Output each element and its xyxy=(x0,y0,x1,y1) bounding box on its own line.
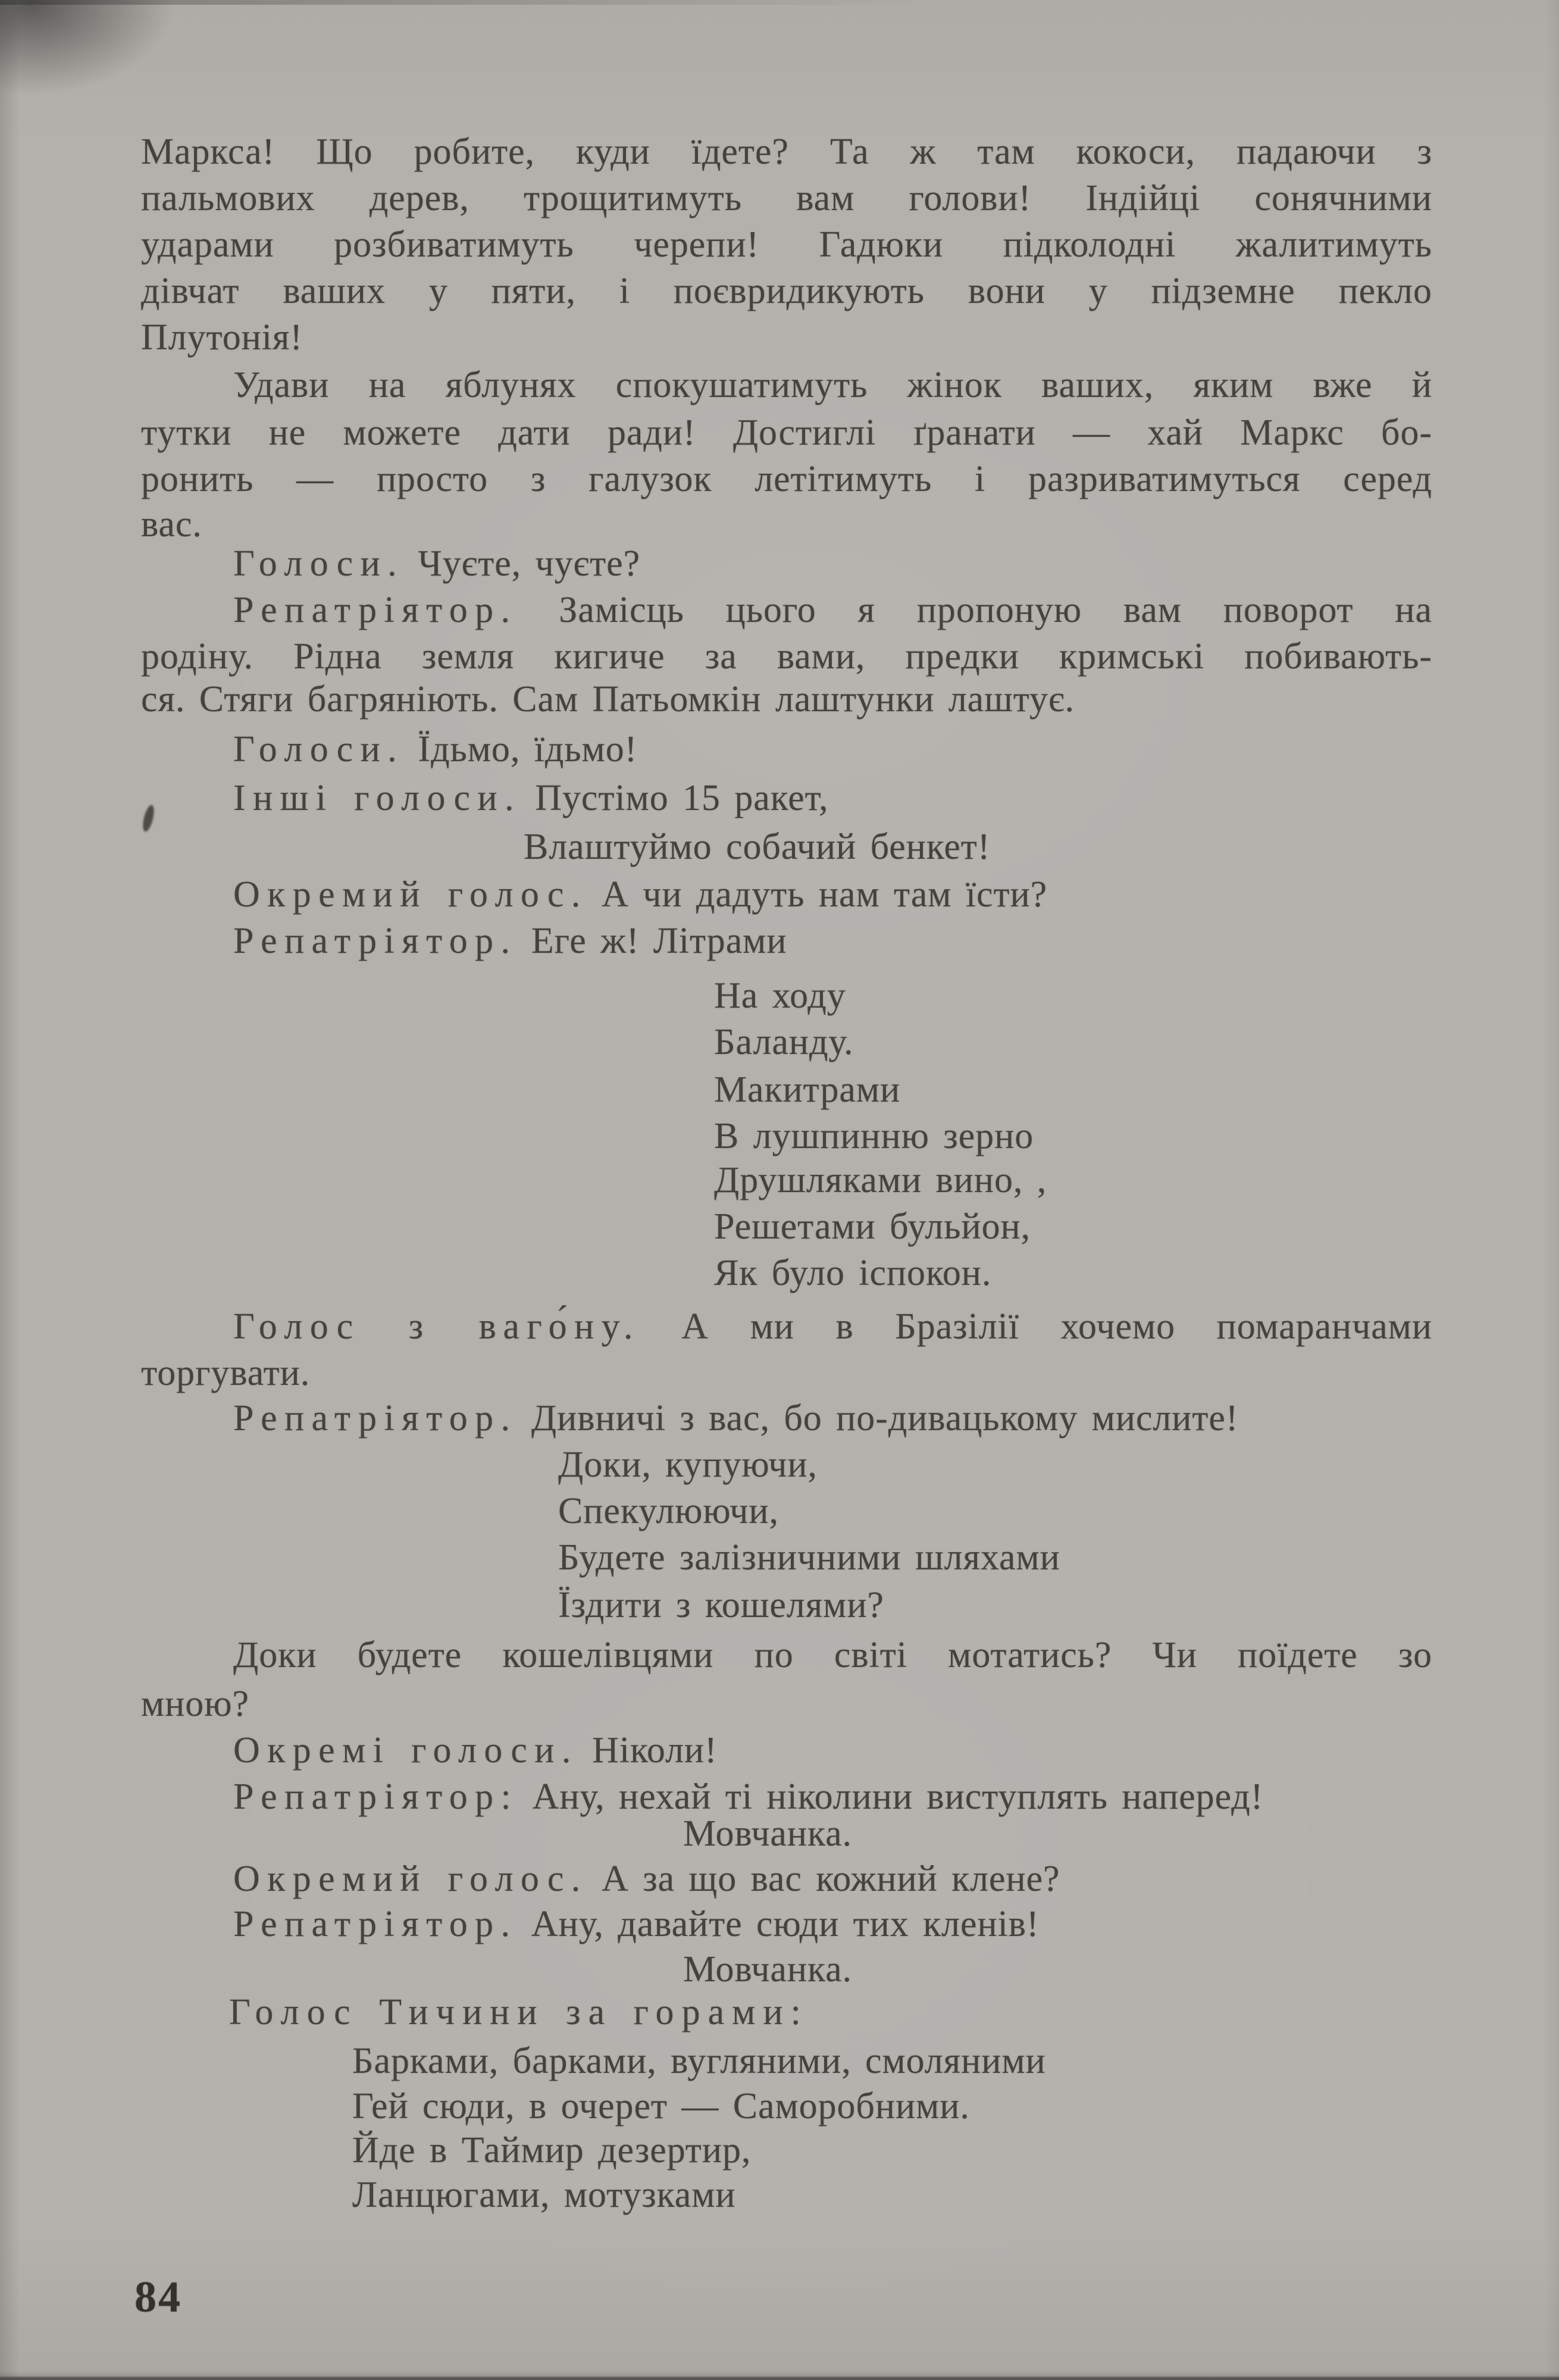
text-line: Решетами бульйон, xyxy=(714,1206,1031,1247)
text-line: Голоси. Їдьмо, їдьмо! xyxy=(233,729,638,770)
text-line: тутки не можете дати ради! Достиглі ґранати — хай Маркс бо- xyxy=(141,412,1432,453)
scan-bottom-edge xyxy=(0,2370,1559,2380)
text-line: Окремий голос. А за що вас кожний клене? xyxy=(233,1859,1060,1899)
text-line: Репатріятор. Дивничі з вас, бо по-дивацькому мислите! xyxy=(233,1398,1239,1438)
text-line: Будете залізничними шляхами xyxy=(558,1537,1060,1578)
text-line: Ланцюгами, мотузками xyxy=(352,2175,736,2215)
text-line: Мовчанка. xyxy=(683,1813,852,1854)
text-line: Репатріятор: Ану, нехай ті ніколини виступлять наперед! xyxy=(233,1777,1264,1817)
text-line: Окремі голоси. Ніколи! xyxy=(233,1730,718,1771)
speaker-name: Репатріятор. xyxy=(233,1904,518,1944)
ink-mark xyxy=(141,804,156,833)
text-line: Голоси. Чуєте, чуєте? xyxy=(233,543,641,584)
speaker-name: Голоси. xyxy=(233,729,405,770)
text-line: Макитрами xyxy=(714,1069,901,1110)
page-number: 84 xyxy=(134,2273,182,2322)
text-line: На ходу xyxy=(714,975,846,1016)
speaker-name: Окремий голос. xyxy=(233,874,588,915)
text-line: вас. xyxy=(141,504,202,545)
speaker-name: Репатріятор. xyxy=(233,1398,518,1438)
speaker-name: Окремі голоси. xyxy=(233,1730,578,1771)
speaker-name: Голос з ваго́ну. xyxy=(233,1306,640,1347)
text-line: мною? xyxy=(141,1684,249,1724)
speaker-name: Репатріятор: xyxy=(233,1777,519,1817)
text-line: Удави на яблунях спокушатимуть жінок ваших, яким вже й xyxy=(233,365,1432,405)
scan-top-edge xyxy=(0,0,935,5)
scan-corner-shadow xyxy=(0,0,184,101)
scan-right-edge xyxy=(1544,0,1559,2380)
text-line: Окремий голос. А чи дадуть нам там їсти? xyxy=(233,874,1048,915)
text-line: Гей сюди, в очерет — Саморобними. xyxy=(352,2086,970,2126)
text-line: Голос з ваго́ну. А ми в Бразілії хочемо помаранчами xyxy=(233,1306,1432,1347)
text-line: Доки будете кошелівцями по світі мотатись? Чи поїдете зо xyxy=(233,1635,1432,1675)
text-line: Репатріятор. Ану, давайте сюди тих кленів! xyxy=(233,1904,1040,1944)
text-line: пальмових дерев, трощитимуть вам голови! Індійці сонячними xyxy=(141,178,1432,218)
text-line: Доки, купуючи, xyxy=(558,1444,818,1485)
text-line: Репатріятор. Еге ж! Літрами xyxy=(233,921,787,961)
text-line: Як було іспокон. xyxy=(714,1253,992,1293)
text-line: ронить — просто з галузок летітимуть і разриватимуться серед xyxy=(141,459,1432,499)
text-line: Баланду. xyxy=(714,1022,854,1062)
speaker-name: Репатріятор. xyxy=(233,590,518,630)
speaker-name: Репатріятор. xyxy=(233,921,518,961)
text-line: ся. Стяги багряніють. Сам Патьомкін лаштунки лаштує. xyxy=(141,679,1075,720)
text-line: Голос Тичини за горами: xyxy=(229,1992,809,2032)
scan-left-edge xyxy=(0,0,20,2380)
text-line: Спекулюючи, xyxy=(558,1491,779,1531)
text-line: В лушпинню зерно xyxy=(714,1116,1034,1156)
text-line: Мовчанка. xyxy=(683,1949,852,1990)
text-line: Репатріятор. Замісць цього я пропоную вам поворот на xyxy=(233,590,1432,630)
speaker-name: Інші голоси. xyxy=(233,778,521,818)
text-line: Влаштуймо собачий бенкет! xyxy=(524,827,991,867)
text-line: Барками, барками, вугляними, смоляними xyxy=(352,2041,1046,2081)
text-line: Інші голоси. Пустімо 15 ракет, xyxy=(233,778,829,818)
text-line: торгувати. xyxy=(141,1353,311,1393)
text-line: ударами розбиватимуть черепи! Гадюки підколодні жалитимуть xyxy=(141,224,1432,265)
text-line: Маркса! Що робите, куди їдете? Та ж там кокоси, падаючи з xyxy=(141,132,1432,172)
text-line: Їздити з кошелями? xyxy=(558,1585,884,1625)
speaker-name: Окремий голос. xyxy=(233,1859,588,1899)
speaker-name: Голоси. xyxy=(233,543,405,584)
text-line: Йде в Таймир дезертир, xyxy=(352,2130,752,2171)
text-line: родіну. Рідна земля кигиче за вами, предки кримські побивають- xyxy=(141,636,1432,677)
text-line: Друшляками вино, , xyxy=(714,1160,1047,1200)
text-line: Плутонія! xyxy=(141,317,303,358)
text-line: дівчат ваших у пяти, і поєвридикують вони у підземне пекло xyxy=(141,271,1432,311)
